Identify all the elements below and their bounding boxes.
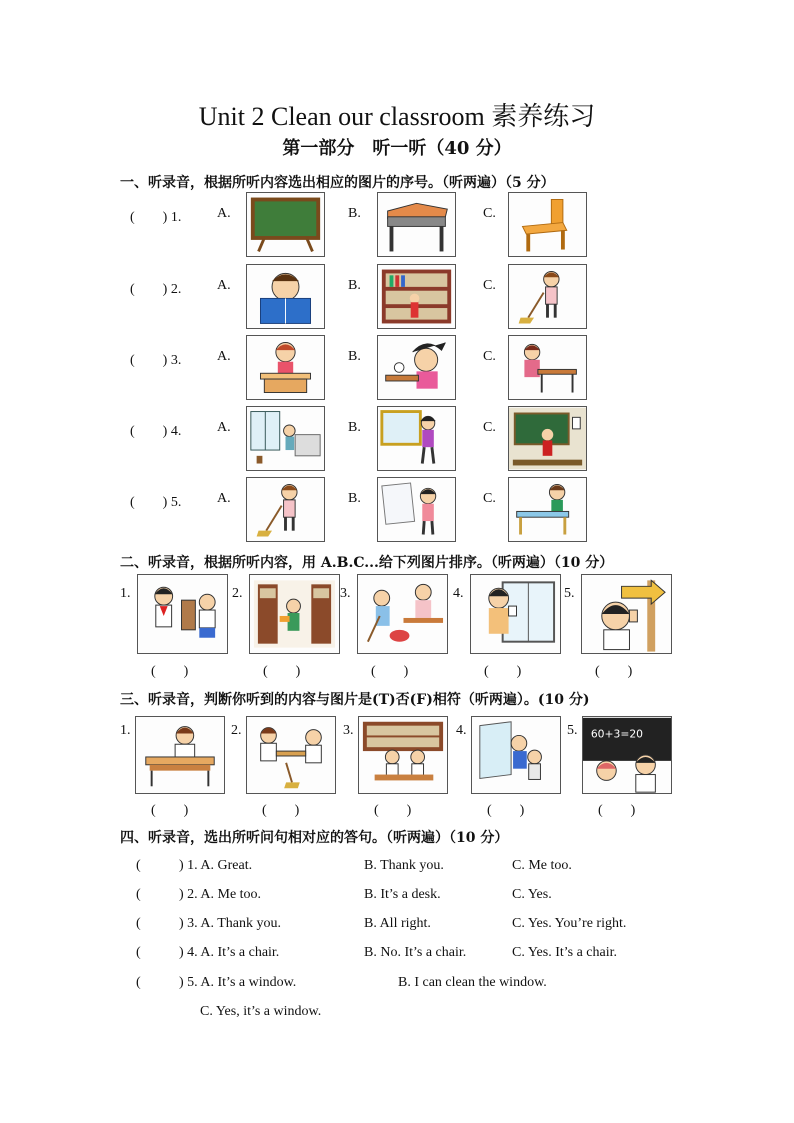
picture-number: 3. [343, 723, 354, 738]
q1-option-b: B. Thank you. [364, 858, 444, 873]
picture-number: 4. [453, 586, 464, 601]
q4-option-b: B. No. It’s a chair. [364, 945, 467, 960]
answer-bracket[interactable]: ( ) [151, 803, 189, 818]
q4-option-c: C. Yes. It’s a chair. [512, 945, 617, 960]
girl-at-desk-icon[interactable] [508, 335, 587, 400]
section-two-heading: 二、听录音，根据所听内容，用 A.B.C...给下列图片排序。（听两遍）（10 分） [120, 555, 614, 571]
answer-bracket[interactable]: ( [136, 975, 141, 990]
q3-option-b: B. All right. [364, 916, 431, 931]
ordering-picture [249, 574, 340, 654]
girl-wiping-icon[interactable] [377, 335, 456, 400]
answer-bracket[interactable]: ( [136, 858, 141, 873]
answer-bracket[interactable]: ( ) 1. [130, 210, 182, 225]
q2-option-c: C. Yes. [512, 887, 552, 902]
q1-option-a: ) 1. A. Great. [179, 858, 253, 873]
q2-option-b: B. It’s a desk. [364, 887, 441, 902]
answer-bracket[interactable]: ( [136, 945, 141, 960]
answer-bracket[interactable]: ( [136, 887, 141, 902]
bookshelf-icon[interactable] [377, 264, 456, 329]
true-false-picture [582, 716, 672, 794]
answer-bracket[interactable]: ( ) [262, 803, 300, 818]
section-three-heading: 三、听录音，判断你听到的内容与图片是(T)否(F)相符（听两遍）。(10 分) [120, 692, 590, 708]
option-a-label: A. [217, 206, 231, 221]
ordering-picture [470, 574, 561, 654]
picture-number: 1. [120, 723, 131, 738]
true-false-picture [358, 716, 448, 794]
option-b-label: B. [348, 420, 361, 435]
picture-number: 5. [567, 723, 578, 738]
true-false-picture [471, 716, 561, 794]
option-a-label: A. [217, 349, 231, 364]
q2-option-a: ) 2. A. Me too. [179, 887, 262, 902]
boy-window-icon[interactable] [246, 406, 325, 471]
ordering-picture [581, 574, 672, 654]
picture-number: 2. [232, 586, 243, 601]
desk-icon[interactable] [377, 192, 456, 257]
answer-bracket[interactable]: ( ) [598, 803, 636, 818]
option-c-label: C. [483, 491, 496, 506]
option-b-label: B. [348, 491, 361, 506]
picture-number: 1. [120, 586, 131, 601]
answer-bracket[interactable]: ( ) [374, 803, 412, 818]
blackboard-icon[interactable] [246, 192, 325, 257]
option-c-label: C. [483, 420, 496, 435]
answer-bracket[interactable]: ( ) [484, 664, 522, 679]
answer-bracket[interactable]: ( ) 3. [130, 353, 182, 368]
chair-icon[interactable] [508, 192, 587, 257]
picture-number: 2. [231, 723, 242, 738]
answer-bracket[interactable]: ( ) [595, 664, 633, 679]
option-a-label: A. [217, 278, 231, 293]
true-false-picture [135, 716, 225, 794]
girl-cleaning-table-icon[interactable] [508, 477, 587, 542]
option-a-label: A. [217, 420, 231, 435]
option-a-label: A. [217, 491, 231, 506]
girl-broom-icon[interactable] [246, 477, 325, 542]
option-b-label: B. [348, 206, 361, 221]
section-one-heading: 一、听录音，根据所听内容选出相应的图片的序号。（听两遍）（5 分） [120, 175, 555, 191]
boy-reading-icon[interactable] [246, 264, 325, 329]
answer-bracket[interactable]: ( ) [151, 664, 189, 679]
girl-window-icon[interactable] [377, 406, 456, 471]
girl-cleaning-desk-icon[interactable] [246, 335, 325, 400]
blackboard-sum: 60+3=20 [590, 727, 644, 741]
answer-bracket[interactable]: ( ) 5. [130, 495, 182, 510]
q1-option-c: C. Me too. [512, 858, 572, 873]
option-b-label: B. [348, 278, 361, 293]
option-c-label: C. [483, 278, 496, 293]
section-four-heading: 四、听录音，选出所听问句相对应的答句。（听两遍）（10 分） [120, 830, 509, 846]
q5-option-c: C. Yes, it’s a window. [200, 1004, 322, 1019]
q4-option-a: ) 4. A. It’s a chair. [179, 945, 280, 960]
q3-option-a: ) 3. A. Thank you. [179, 916, 282, 931]
q5-option-b: B. I can clean the window. [398, 975, 547, 990]
q5-option-a: ) 5. A. It’s a window. [179, 975, 297, 990]
answer-bracket[interactable]: ( ) 4. [130, 424, 182, 439]
girl-blackboard-icon[interactable] [508, 406, 587, 471]
true-false-picture [246, 716, 336, 794]
option-b-label: B. [348, 349, 361, 364]
answer-bracket[interactable]: ( ) 2. [130, 282, 182, 297]
answer-bracket[interactable]: ( [136, 916, 141, 931]
worksheet-title: Unit 2 Clean our classroom 素养练习 [198, 102, 596, 131]
option-c-label: C. [483, 349, 496, 364]
picture-number: 5. [564, 586, 575, 601]
picture-number: 4. [456, 723, 467, 738]
q3-option-c: C. Yes. You’re right. [512, 916, 627, 931]
answer-bracket[interactable]: ( ) [263, 664, 301, 679]
option-c-label: C. [483, 206, 496, 221]
answer-bracket[interactable]: ( ) [371, 664, 409, 679]
ordering-picture [137, 574, 228, 654]
ordering-picture [357, 574, 448, 654]
picture-number: 3. [340, 586, 351, 601]
girl-sweeping-icon[interactable] [508, 264, 587, 329]
girl-wiping-window-icon[interactable] [377, 477, 456, 542]
answer-bracket[interactable]: ( ) [487, 803, 525, 818]
part-one-title: 第一部分 听一听（40 分） [282, 138, 512, 159]
